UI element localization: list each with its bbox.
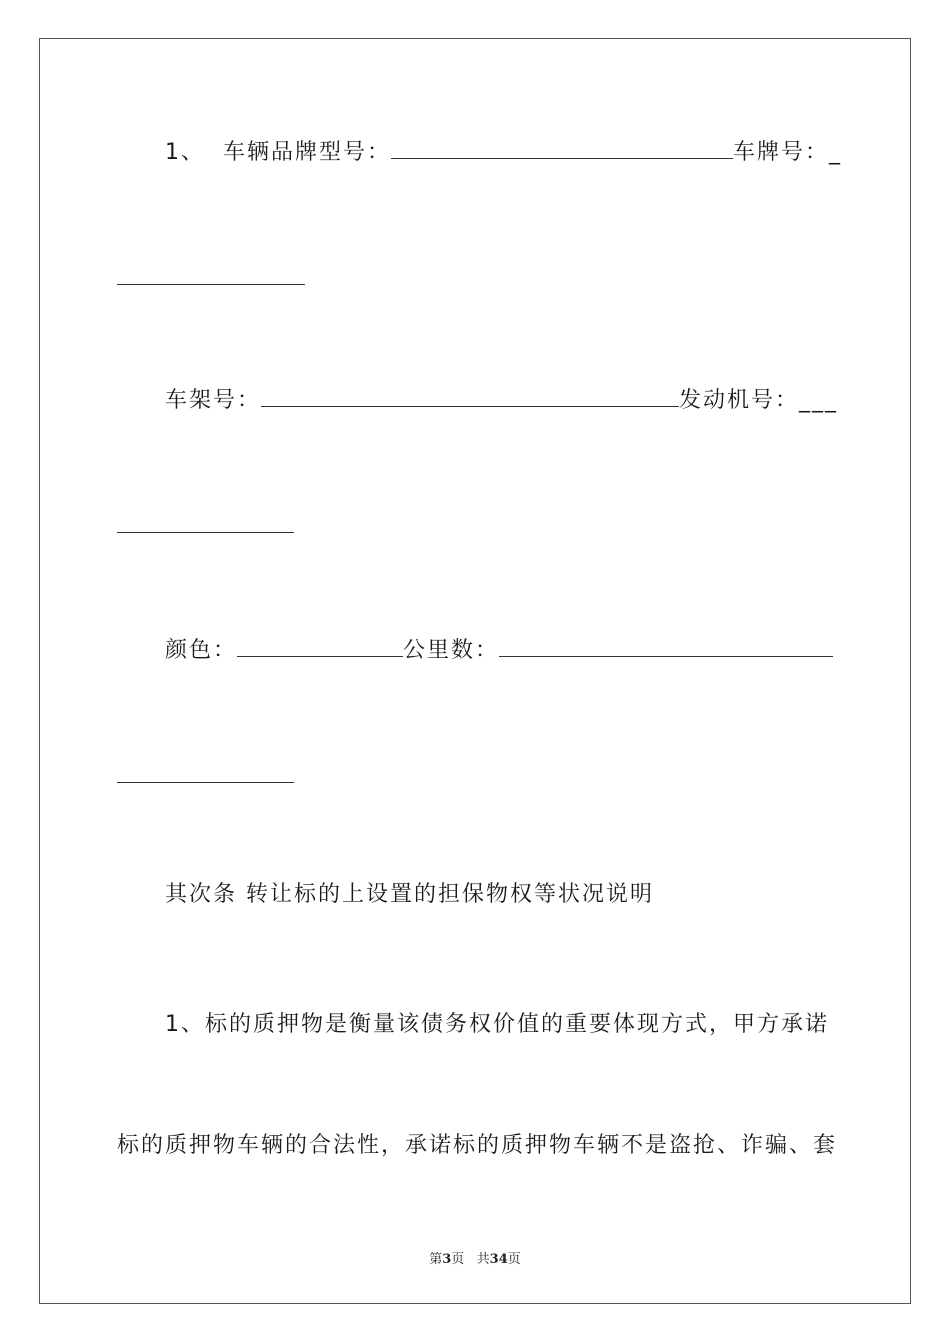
mileage-label: 公里数： <box>403 638 500 663</box>
footer-mid: 页 共 <box>451 1252 490 1267</box>
color-label: 颜色： <box>165 638 238 663</box>
footer-suffix: 页 <box>507 1252 521 1267</box>
footer-total-pages: 34 <box>489 1252 508 1267</box>
engine-number-blank[interactable] <box>117 531 294 533</box>
page-border <box>39 38 911 1304</box>
mileage-continuation-blank[interactable] <box>117 781 294 783</box>
vehicle-brand-line <box>165 136 842 168</box>
color-blank[interactable] <box>237 634 403 657</box>
footer-page-number: 3 <box>442 1252 452 1267</box>
page-footer <box>0 1248 950 1267</box>
plate-number-blank[interactable] <box>117 283 305 285</box>
mileage-blank[interactable] <box>499 634 833 657</box>
frame-number-blank[interactable] <box>261 384 679 407</box>
section-heading: 其次条 转让标的上设置的担保物权等状况说明 <box>165 882 654 907</box>
frame-engine-line <box>165 384 838 416</box>
paragraph-line-2: 标的质押物车辆的合法性，承诺标的质押物车辆不是盗抢、诈骗、套 <box>117 1133 838 1158</box>
item-number: 1、 <box>165 140 205 165</box>
paragraph-line-1: 1、标的质押物是衡量该债务权价值的重要体现方式，甲方承诺 <box>165 1012 829 1037</box>
footer-prefix: 第 <box>429 1252 443 1267</box>
brand-model-label: 车辆品牌型号： <box>223 140 392 165</box>
frame-number-label: 车架号： <box>165 388 262 413</box>
color-mileage-line <box>165 634 833 666</box>
brand-model-blank[interactable] <box>391 136 733 159</box>
engine-number-label: 发动机号：___ <box>679 388 839 413</box>
plate-number-label: 车牌号：_ <box>733 140 843 165</box>
